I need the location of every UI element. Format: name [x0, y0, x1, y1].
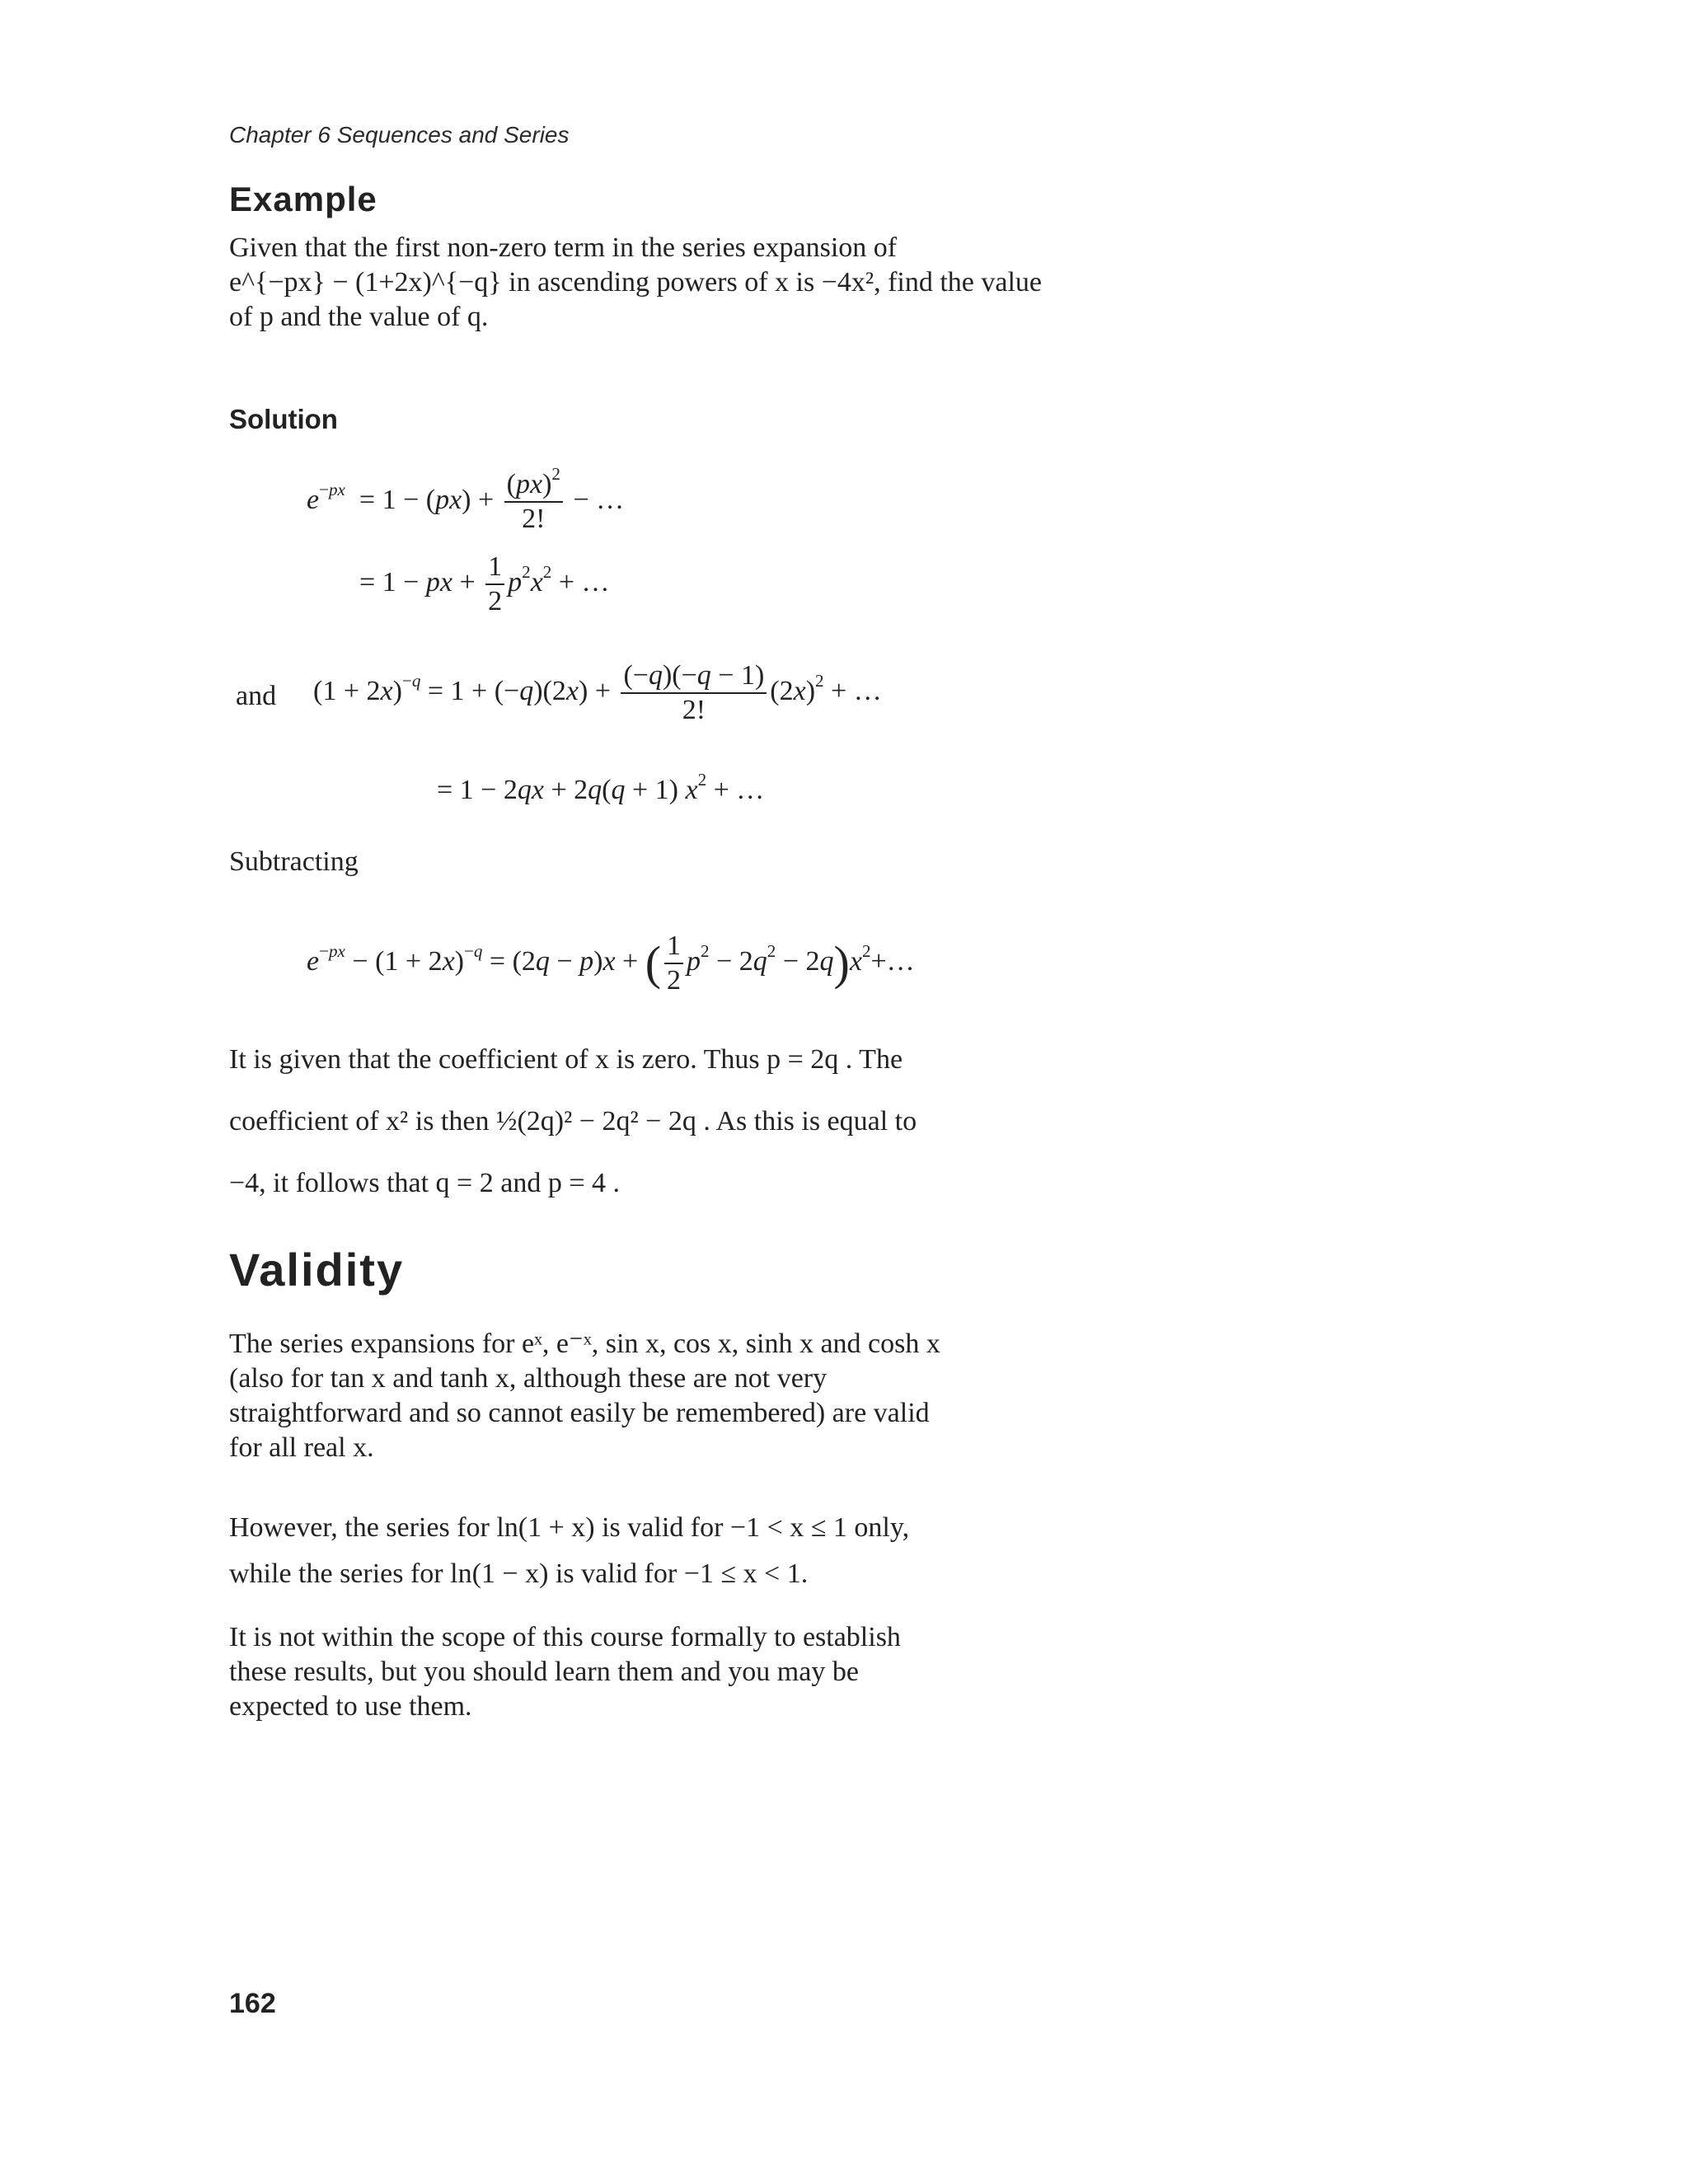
fraction-one-half-difference: $\frac{1}{2}$	[664, 930, 683, 997]
and-label: and	[236, 681, 277, 711]
equation-difference: $e^{-px} - (1 + 2x)^{-q} = (2q - p)x$ + ( $\frac{1}{2}$ $p^2 - 2q^2$ − $2q)x^2+\dots$	[307, 930, 915, 996]
validity-p3-line-3: expected to use them.	[229, 1691, 472, 1722]
example-line-1: Given that the first non-zero term in the series expansion of	[229, 232, 898, 263]
validity-paragraph-2	[229, 1505, 909, 1597]
validity-p1-line-3: straightforward and so cannot easily be remembered) are valid	[229, 1398, 930, 1428]
example-line-3: of p and the value of q.	[229, 302, 489, 332]
validity-paragraph-1	[229, 1327, 940, 1465]
validity-p1-line-2: (also for tan x and tanh x, although these are not very	[229, 1363, 828, 1394]
validity-heading: Validity	[229, 1244, 405, 1296]
validity-p1-line-1: The series expansions for eˣ, e⁻ˣ, sin x, cos x, sinh x and cosh x	[229, 1329, 940, 1359]
solution-heading: Solution	[229, 404, 338, 434]
fraction-one-half: $\frac{1}{2}$	[485, 551, 504, 618]
example-heading: Example	[229, 180, 377, 218]
conclusion-line-1: It is given that the coefficient of x is zero. Thus p = 2q . The	[229, 1044, 903, 1075]
example-line-2: e^{−px} − (1+2x)^{−q} in ascending powers of x is −4x², find the value	[229, 267, 1043, 298]
equation-binomial-simplified: = 1 − 2qx + 2q(q + 1) $x^2$ + …	[437, 770, 765, 805]
validity-paragraph-3	[229, 1620, 901, 1724]
subtracting-label: Subtracting	[229, 846, 359, 877]
equation-exp-expansion: $e^{-px} = 1 - (px)$ + $\frac{(px)^2}{2!}$ − …	[307, 464, 625, 534]
equation-binomial-expansion: $(1 + 2x)^{-q} = 1 + (-q)(2x)$ + $\frac{(-q)(-q - 1)}{2!}$ $(2x)^2$ + …	[313, 660, 882, 725]
validity-p3-line-1: It is not within the scope of this course formally to establish	[229, 1622, 901, 1652]
example-problem	[229, 231, 1042, 335]
validity-p2-line-2: while the series for ln(1 − x) is valid for −1 ≤ x < 1.	[229, 1558, 809, 1589]
validity-p1-line-4: for all real x.	[229, 1432, 374, 1463]
validity-p2-line-1: However, the series for ln(1 + x) is valid for −1 < x ≤ 1 only,	[229, 1512, 910, 1543]
fraction-binomial-coefficient: $\frac{(-q)(-q - 1)}{2!}$	[621, 659, 767, 727]
validity-p3-line-2: these results, but you should learn them and you may be	[229, 1657, 859, 1687]
page-number: 162	[229, 1988, 276, 2019]
conclusion-line-2: coefficient of x² is then ½(2q)² − 2q² − 2q . As this is equal to	[229, 1106, 917, 1137]
conclusion-line-3: −4, it follows that q = 2 and p = 4 .	[229, 1168, 620, 1198]
fraction-px-squared-over-2-factorial: $\frac{(px)^2}{2!}$	[504, 468, 563, 536]
solution-conclusion	[229, 1029, 917, 1214]
equation-exp-simplified: = 1 − px + $\frac{1}{2}$ $p^2x^2$ + …	[359, 551, 610, 616]
running-head: Chapter 6 Sequences and Series	[229, 122, 570, 148]
